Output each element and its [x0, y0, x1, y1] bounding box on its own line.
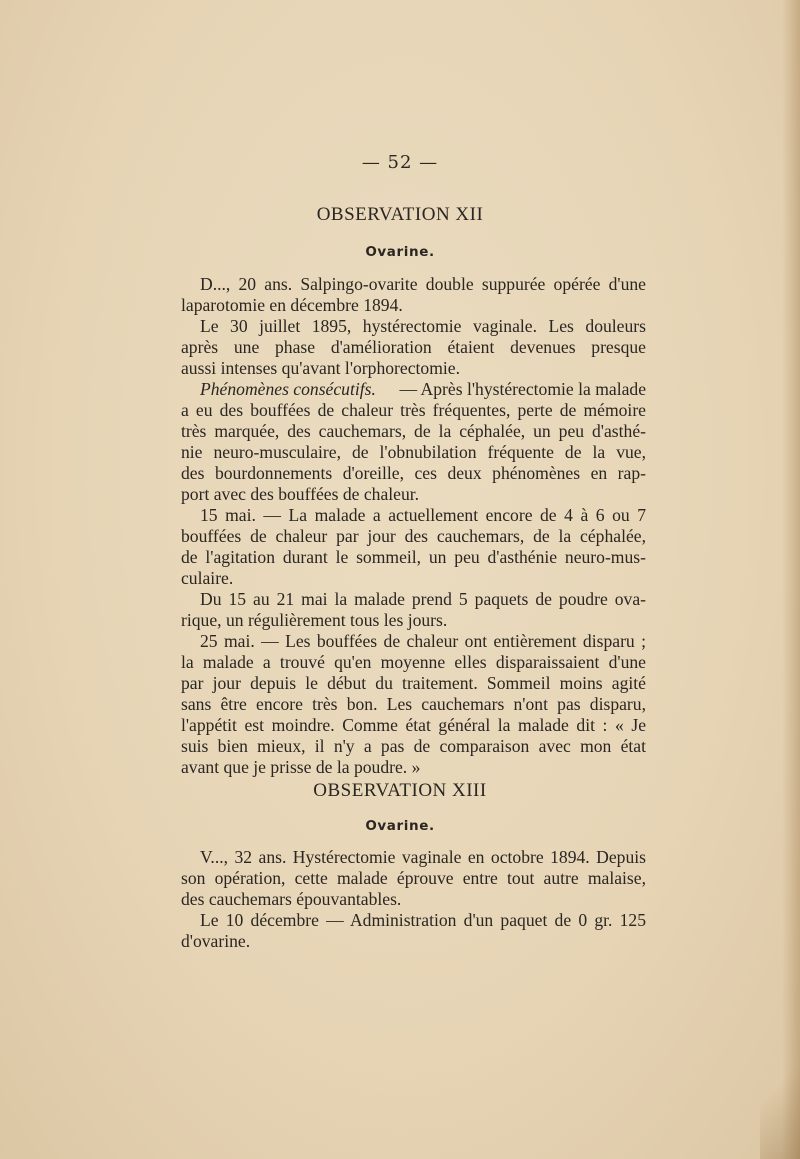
paragraph-line: Le 30 juillet 1895, hystérectomie vaginale. Les douleurs: [200, 316, 646, 336]
paragraph-line: son opération, cette malade éprouve entre tout autre malaise,: [181, 868, 646, 888]
paragraph-line: a eu des bouffées de chaleur très fréquentes, perte de mémoire: [181, 400, 646, 420]
paragraph-line: suis bien mieux, il n'y a pas de comparaison avec mon état: [181, 736, 646, 756]
paragraph-line: l'appétit est moindre. Comme état général la malade dit : « Je: [181, 715, 646, 735]
paragraph-line: des bourdonnements d'oreille, ces deux phénomènes en rap-: [181, 463, 646, 483]
paragraph-line: d'ovarine.: [181, 931, 251, 951]
paragraph-line: V..., 32 ans. Hystérectomie vaginale en octobre 1894. Depuis: [200, 847, 646, 867]
paragraph-line: la malade a trouvé qu'en moyenne elles disparaissaient d'une: [181, 652, 646, 672]
paragraph-line: D..., 20 ans. Salpingo-ovarite double suppurée opérée d'une: [200, 274, 646, 294]
paragraph-line: aussi intenses qu'avant l'orphorectomie.: [181, 358, 460, 378]
paragraph-line: sans être encore très bon. Les cauchemars n'ont pas disparu,: [181, 694, 646, 714]
paragraph-line: de l'agitation durant le sommeil, un peu d'asthénie neuro-mus-: [181, 547, 646, 567]
paragraph-line: port avec des bouffées de chaleur.: [181, 484, 420, 504]
page-number: — 52 —: [361, 152, 439, 173]
paragraph-line: — Après l'hystérectomie la malade: [399, 379, 646, 399]
paragraph-line: 15 mai. — La malade a actuellement encore de 4 à 6 ou 7: [200, 505, 646, 525]
paragraph-line: des cauchemars épouvantables.: [181, 889, 402, 909]
paragraph-line: nie neuro-musculaire, de l'obnubilation fréquente de la vue,: [181, 442, 646, 462]
paragraph-line: très marquée, des cauchemars, de la céphalée, un peu d'asthé-: [181, 421, 646, 441]
page-corner-shadow: [760, 1039, 800, 1159]
paragraph-line: 25 mai. — Les bouffées de chaleur ont entièrement disparu ;: [200, 631, 646, 651]
observation-title: OBSERVATION XII: [316, 204, 484, 225]
italic-heading-text: Phénomènes consécutifs.: [200, 379, 376, 399]
italic-heading: [200, 379, 376, 400]
paragraph-line: Du 15 au 21 mai la malade prend 5 paquets de poudre ova-: [200, 589, 646, 609]
paragraph-line: avant que je prisse de la poudre. »: [181, 757, 421, 777]
observation-title: OBSERVATION XIII: [313, 780, 487, 801]
paragraph-line: Le 10 décembre — Administration d'un paquet de 0 gr. 125: [200, 910, 646, 930]
paragraph-line: culaire.: [181, 568, 234, 588]
observation-subtitle: Ovarine.: [365, 818, 435, 834]
paragraph-line: bouffées de chaleur par jour des cauchemars, de la céphalée,: [181, 526, 646, 546]
paragraph-line: laparotomie en décembre 1894.: [181, 295, 403, 315]
observation-subtitle: Ovarine.: [365, 244, 435, 260]
paragraph-line: par jour depuis le début du traitement. Sommeil moins agité: [181, 673, 646, 693]
paragraph-line: rique, un régulièrement tous les jours.: [181, 610, 448, 630]
page-edge-shadow: [782, 0, 800, 1159]
paragraph-line: après une phase d'amélioration étaient devenues presque: [181, 337, 646, 357]
